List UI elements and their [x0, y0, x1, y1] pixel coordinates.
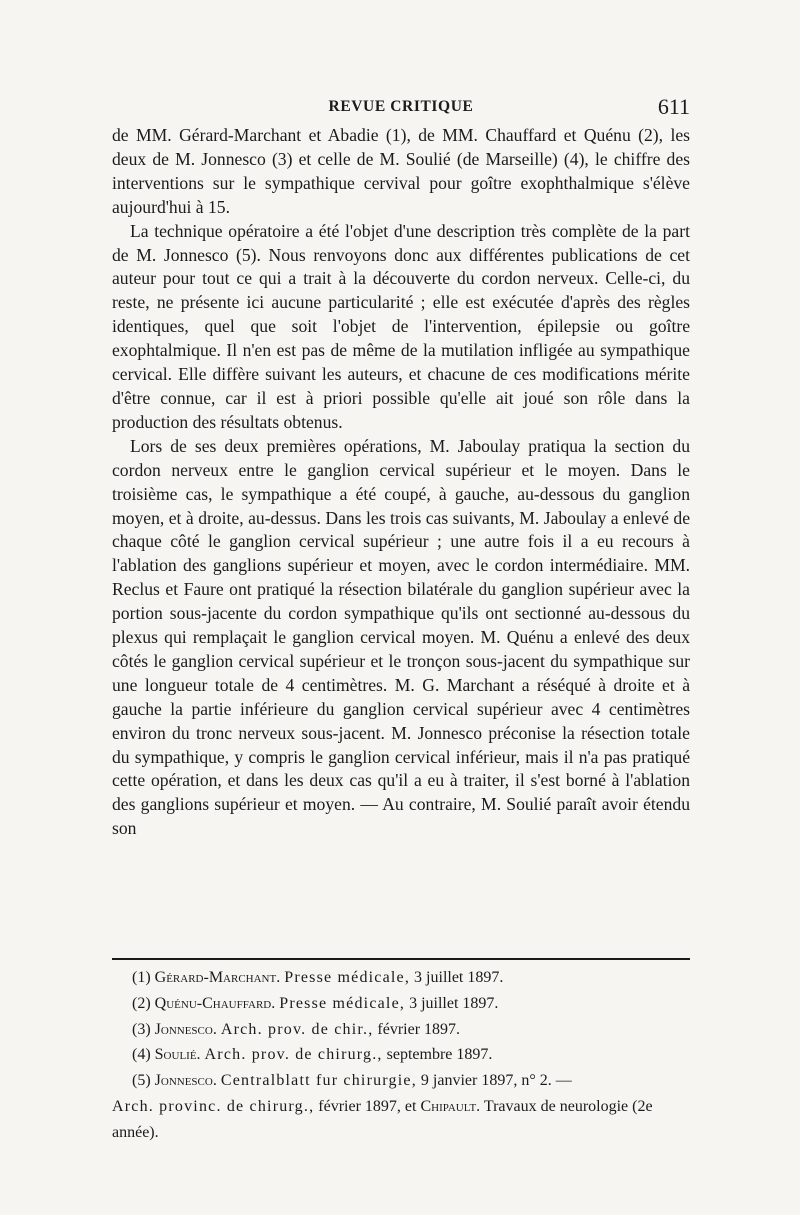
- paragraph-3: Lors de ses deux premières opérations, M. Jaboulay pratiqua la section du cordon nerveux entre le ganglion cervical supérieur et le moyen. Dans le troisième cas, le sympathique a été coupé, à gauche, au-dessous du ganglion moyen, et à droite, au-dessus. Dans les trois cas suivants, M. Jaboulay a enlevé de chaque côté le ganglion cervical supérieur ; une autre fois il a eu recours à l'ablation des ganglions supérieur et moyen, avec le cordon intermédiaire. MM. Reclus et Faure ont pratiqué la résection bilatérale du ganglion supérieur avec la portion sous-jacente du cordon sympathique qu'ils ont sectionné au-dessous du plexus qui remplaçait le ganglion cervical moyen. M. Quénu a enlevé des deux côtés le ganglion cervical supérieur et le tronçon sous-jacent du sympathique sur une longueur totale de 4 centimètres. M. G. Marchant a réséqué à droite et à gauche la partie inférieure du ganglion cervical supérieur avec 4 centimètres environ du tronc nerveux sous-jacent. M. Jonnesco préconise la résection totale du sympathique, y compris le ganglion cervical inférieur, mais il n'a pas pratiqué cette opération, et dans les deux cas qu'il a eu à traiter, il s'est borné à l'ablation des ganglions supérieur et moyen. — Au contraire, M. Soulié paraît avoir étendu son: [112, 435, 690, 839]
- footnote-date: 3 juillet 1897.: [410, 969, 504, 986]
- footnote-journal: Presse médicale,: [284, 969, 411, 986]
- footnote-date: 9 janvier 1897, n° 2. —: [416, 1072, 572, 1090]
- footnote-author: Jonnesco.: [154, 1072, 217, 1090]
- footnote-divider: [112, 958, 690, 960]
- footnote-5: [112, 1068, 690, 1094]
- footnote-date: février 1897, et: [314, 1097, 421, 1115]
- footnote-3: [112, 1017, 690, 1043]
- footnote-author: Quénu-Chauffard.: [154, 994, 276, 1012]
- footnote-5-continued: [112, 1094, 690, 1146]
- page-number: 611: [657, 94, 690, 119]
- footnote-author: Jonnesco.: [154, 1020, 217, 1038]
- paragraph-1: de MM. Gérard-Marchant et Abadie (1), de MM. Chauffard et Quénu (2), les deux de M. Jonnesco (3) et celle de M. Soulié (de Marseille) (4), le chiffre des interventions sur le sympathique cervival pour goître exophthalmique s'élève aujourd'hui à 15.: [112, 125, 690, 217]
- footnote-number: (1): [132, 969, 151, 986]
- footnotes: [112, 965, 690, 1146]
- footnote-journal: Arch. prov. de chir.,: [220, 1020, 374, 1038]
- footnote-author: Gérard-Marchant.: [154, 969, 281, 986]
- footnote-date: septembre 1897.: [382, 1046, 493, 1064]
- footnote-date: février 1897.: [373, 1020, 461, 1038]
- paragraph-2: La technique opératoire a été l'objet d'une description très complète de la part de M. Jonnesco (5). Nous renvoyons donc aux différentes publications de cet auteur pour tout ce qui a trait à la découverte du cordon nerveux. Celle-ci, du reste, ne présente ici aucune particularité ; elle est exécutée d'après des règles identiques, quel que soit l'objet de l'intervention, épilepsie ou goître exophtalmique. Il n'en est pas de même de la mutilation infligée au sympathique cervical. Elle diffère suivant les auteurs, et chacune de ces modifications mérite d'être connue, car il est à priori possible qu'elle ait joué son rôle dans la production des résultats obtenus.: [112, 220, 690, 432]
- footnote-author: Soulié.: [154, 1046, 201, 1064]
- footnote-title: Travaux de neurologie (2e année).: [112, 1097, 653, 1141]
- footnote-number: (4): [132, 1046, 151, 1064]
- footnote-2: [112, 991, 690, 1017]
- footnote-number: (3): [132, 1020, 151, 1038]
- footnote-journal: Arch. prov. de chirurg.,: [204, 1046, 383, 1064]
- footnote-date: 3 juillet 1897.: [405, 994, 499, 1012]
- footnote-1: [112, 965, 690, 991]
- footnote-journal: Arch. provinc. de chirurg.,: [112, 1097, 315, 1115]
- footnote-number: (5): [132, 1072, 151, 1090]
- footnote-journal: Centralblatt fur chirurgie,: [220, 1072, 417, 1090]
- footnote-journal: Presse médicale,: [279, 994, 406, 1012]
- body-text: [112, 124, 690, 841]
- footnote-4: [112, 1042, 690, 1068]
- footnote-author: Chipault.: [420, 1097, 481, 1115]
- footnote-number: (2): [132, 994, 151, 1012]
- running-title: REVUE CRITIQUE: [328, 98, 474, 115]
